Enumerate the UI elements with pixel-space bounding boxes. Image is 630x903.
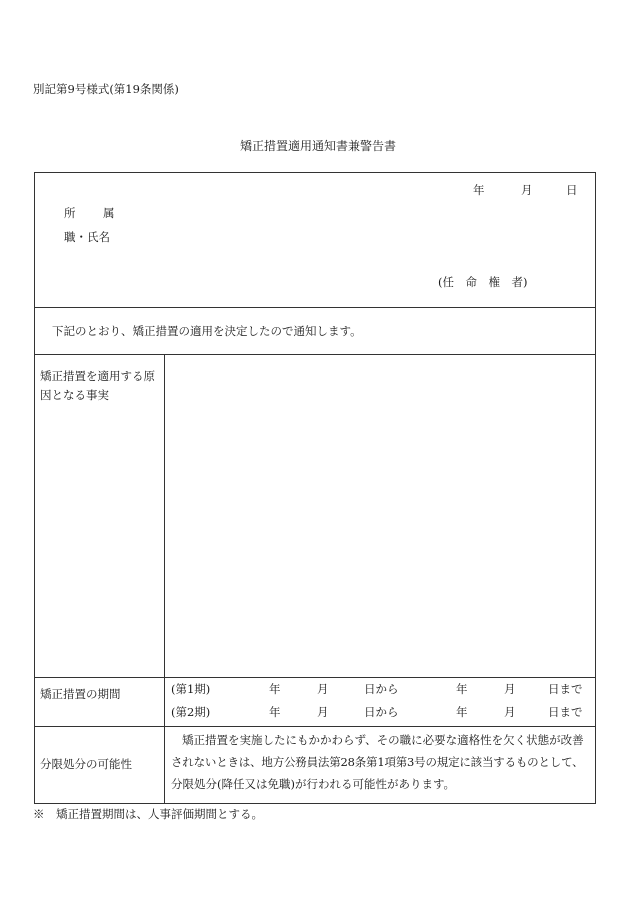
form-label: 別記第9号様式(第19条関係) (33, 82, 179, 96)
facts-label-line2: 因となる事実 (40, 388, 109, 402)
recipient-position-name-label: 職・氏名 (64, 230, 110, 244)
footnote: ※ 矯正措置期間は、人事評価期間とする。 (33, 807, 263, 821)
table-border-left (34, 172, 35, 804)
period-end-day: 日まで (548, 682, 583, 696)
period-start-year: 年 (269, 705, 281, 719)
table-divider-period (34, 726, 596, 727)
table-divider-notice (34, 354, 596, 355)
period-end-year: 年 (456, 705, 468, 719)
table-border-top (34, 172, 596, 173)
table-border-bottom (34, 803, 596, 804)
period-start-month: 月 (317, 682, 329, 696)
period-start-day: 日から (364, 682, 399, 696)
notice-text: 下記のとおり、矯正措置の適用を決定したので通知します。 (52, 324, 362, 338)
date-month: 月 (521, 183, 533, 197)
table-column-divider (164, 354, 165, 804)
facts-entry-area[interactable] (166, 356, 594, 676)
period-label: 矯正措置の期間 (40, 687, 121, 701)
date-day: 日 (566, 183, 578, 197)
appointer-label: (任 命 権 者) (438, 275, 528, 289)
period-term: (第2期) (171, 705, 211, 719)
document-title: 矯正措置適用通知書兼警告書 (240, 139, 397, 153)
period-start-month: 月 (317, 705, 329, 719)
recipient-affiliation-label: 所 属 (64, 206, 123, 220)
disposition-line1: 矯正措置を実施したにもかかわらず、その職に必要な適格性を欠く状態が改善 (182, 733, 584, 747)
period-term: (第1期) (171, 682, 211, 696)
table-divider-recipient (34, 307, 596, 308)
table-border-right (595, 172, 596, 804)
period-end-year: 年 (456, 682, 468, 696)
date-year: 年 (473, 183, 485, 197)
period-end-day: 日まで (548, 705, 583, 719)
period-start-year: 年 (269, 682, 281, 696)
period-end-month: 月 (504, 705, 516, 719)
facts-label-line1: 矯正措置を適用する原 (40, 369, 155, 383)
period-end-month: 月 (504, 682, 516, 696)
table-divider-facts (34, 677, 596, 678)
disposition-label: 分限処分の可能性 (40, 757, 132, 771)
period-start-day: 日から (364, 705, 399, 719)
disposition-line3: 分限処分(降任又は免職)が行われる可能性があります。 (171, 777, 456, 791)
disposition-line2: されないときは、地方公務員法第28条第1項第3号の規定に該当するものとして、 (171, 755, 584, 769)
